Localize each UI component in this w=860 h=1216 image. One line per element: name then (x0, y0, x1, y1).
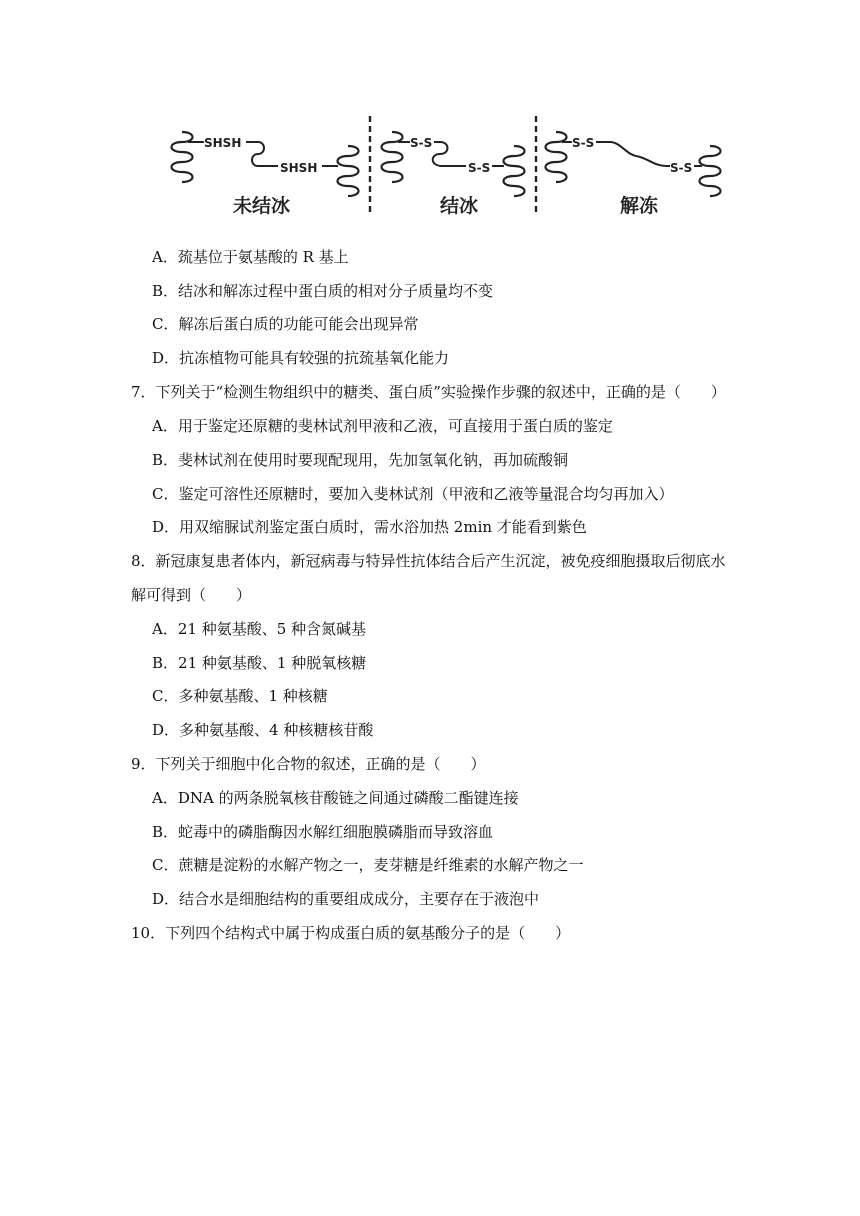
panel-thawed (546, 132, 721, 217)
protein-coil (700, 146, 721, 196)
protein-coil (172, 132, 193, 182)
q7-stem: 7．下列关于“检测生物组织中的糖类、蛋白质”实验操作步骤的叙述中，正确的是（ ） (131, 383, 726, 401)
panel-unfrozen-label-a: SHSH (204, 136, 242, 150)
figure-svg (170, 114, 730, 224)
panel-thawed-label-b: S-S (670, 161, 693, 175)
q9-option-b: B．蛇毒中的磷脂酶因水解红细胞膜磷脂而导致溶血 (152, 823, 494, 841)
q7-option-b: B．斐林试剂在使用时要现配现用，先加氢氧化钠，再加硫酸铜 (152, 451, 569, 469)
q6-option-d: D．抗冻植物可能具有较强的抗巯基氧化能力 (152, 349, 450, 367)
panel-thawed-caption: 解冻 (620, 195, 659, 217)
q8-option-a: A．21 种氨基酸、5 种含氮碱基 (152, 620, 367, 638)
panel-frozen (382, 132, 525, 217)
q9-option-c: C．蔗糖是淀粉的水解产物之一，麦芽糖是纤维素的水解产物之一 (152, 856, 584, 874)
q10-stem: 10．下列四个结构式中属于构成蛋白质的氨基酸分子的是（ ） (131, 924, 571, 942)
panel-frozen-label-b: S-S (468, 161, 491, 175)
q7-option-d: D．用双缩脲试剂鉴定蛋白质时，需水浴加热 2min 才能看到紫色 (152, 518, 587, 536)
panel-unfrozen-caption: 未结冰 (233, 195, 291, 217)
protein-coil (504, 146, 525, 196)
protein-coil (546, 132, 567, 182)
chain-segment (596, 142, 670, 166)
q8-option-d: D．多种氨基酸、4 种核糖核苷酸 (152, 721, 374, 739)
panel-unfrozen (172, 132, 359, 217)
chain-segment (433, 142, 466, 166)
q9-stem: 9．下列关于细胞中化合物的叙述，正确的是（ ） (131, 755, 486, 773)
q8-option-b: B．21 种氨基酸、1 种脱氧核糖 (152, 654, 367, 672)
q7-option-c: C．鉴定可溶性还原糖时，要加入斐林试剂（甲液和乙液等量混合均匀再加入） (152, 485, 674, 503)
panel-frozen-label-a: S-S (410, 136, 433, 150)
chain-segment (246, 142, 278, 166)
panel-frozen-caption: 结冰 (440, 195, 479, 217)
q6-option-b: B．结冰和解冻过程中蛋白质的相对分子质量均不变 (152, 282, 494, 300)
q8-stem-line2: 解可得到（ ） (131, 586, 252, 604)
protein-disulfide-figure (170, 114, 730, 224)
protein-coil (338, 146, 359, 196)
q7-option-a: A．用于鉴定还原糖的斐林试剂甲液和乙液，可直接用于蛋白质的鉴定 (152, 417, 613, 435)
panel-unfrozen-label-b: SHSH (280, 161, 318, 175)
protein-coil (382, 132, 403, 182)
q8-option-c: C．多种氨基酸、1 种核糖 (152, 687, 328, 705)
q6-option-c: C．解冻后蛋白质的功能可能会出现异常 (152, 315, 419, 333)
panel-thawed-label-a: S-S (572, 136, 595, 150)
q8-stem-line1: 8．新冠康复患者体内，新冠病毒与特异性抗体结合后产生沉淀，被免疫细胞摄取后彻底水 (131, 552, 726, 570)
q9-option-d: D．结合水是细胞结构的重要组成成分，主要存在于液泡中 (152, 890, 540, 908)
q6-option-a: A．巯基位于氨基酸的 R 基上 (152, 248, 349, 266)
q9-option-a: A．DNA 的两条脱氧核苷酸链之间通过磷酸二酯键连接 (152, 789, 519, 807)
